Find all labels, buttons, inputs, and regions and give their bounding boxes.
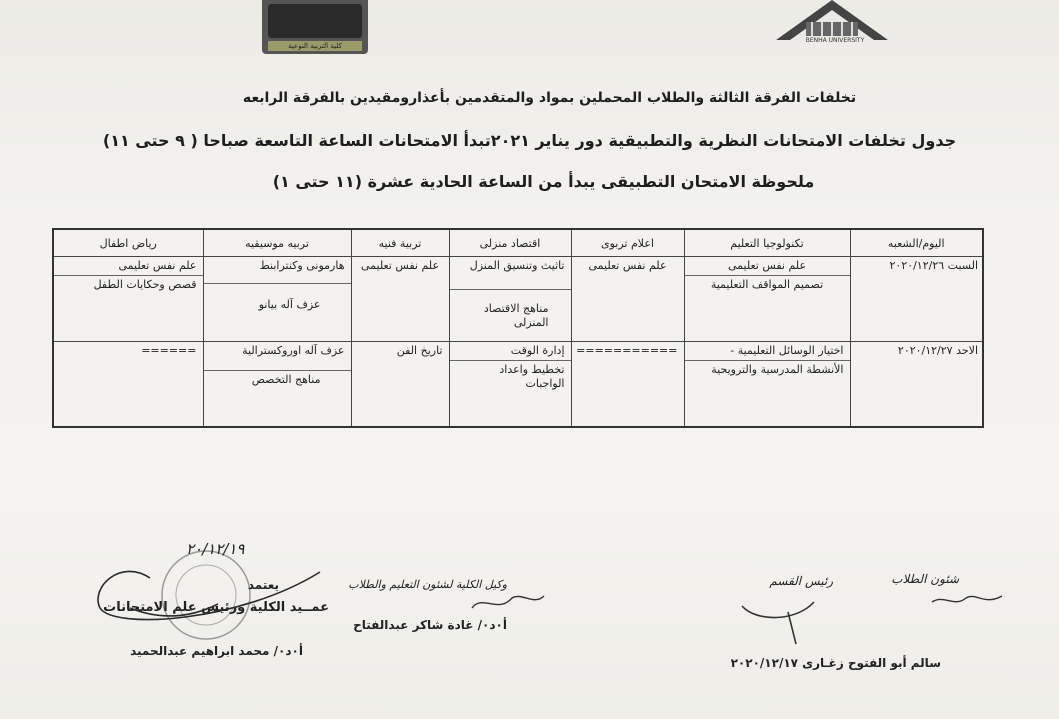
exam-subject: علم نفس تعليمى [360,259,440,272]
day-cell: الاحد ٢٠٢٠/١٢/٢٧ [897,344,978,357]
exam-subject: ====== [141,344,197,357]
exam-subject: علم نفس تعليمى [588,259,667,272]
department-head-name-date: سالم أبو الفتوح زغـارى ٢٠٢٠/١٢/١٧ [730,656,941,670]
header-line-3: ملحوظة الامتحان التطبيقى يبدأ من الساعة الحادية عشرة (١١ حتى ١) [272,172,815,191]
exam-subject: قصص وحكايات الطفل [93,278,197,291]
department-head-title: رئيس القسم [769,574,833,588]
column-header-home-economics: اقتصاد منزلى [449,229,571,257]
exam-subject: تاريخ الفن [396,344,443,357]
column-header-educational-technology: تكنولوجيا التعليم [684,229,850,257]
vice-dean-name: أ٠د٠/ غادة شاكر عبدالفتاح [353,618,507,632]
vice-dean-signature [468,590,548,618]
exam-subject: مناهج التخصص [251,373,321,386]
university-logo [776,0,888,46]
exam-subject: علم نفس تعليمى [54,257,203,276]
exam-subject: علم نفس تعليمى [685,257,850,276]
column-header-day: اليوم/الشعبه [850,229,983,257]
dean-name: أ٠د٠/ محمد ابراهيم عبدالحميد [130,644,303,658]
header-line-2: جدول تخلفات الامتحانات النظرية والتطبيقية دور يناير ٢٠٢١تبدأ الامتحانات الساعة التاسعة صباحا ( ٩ حتى ١١) [102,131,957,150]
faculty-logo [262,0,368,54]
table-row [53,342,983,428]
column-header-art-education: تربية فنيه [351,229,449,257]
exam-subject: إدارة الوقت [450,342,571,361]
university-logo-tag: BENHA UNIVERSITY [805,37,865,44]
exam-subject: مناهج الاقتصاد المنزلى [483,302,549,329]
exam-subject: =========== [576,344,678,357]
exam-subject: تخطيط واعداد الواجبات [499,363,565,390]
faculty-logo-tag: كلية التربية النوعية [268,41,362,51]
dean-handwritten-date: ٢٠/١٢/١٩ [186,540,245,558]
exam-subject: الأنشطة المدرسية والترويحية [711,363,844,376]
exam-subject: تصميم المواقف التعليمية [710,278,824,291]
column-header-music-education: تربيه موسيقيه [203,229,351,257]
student-affairs-title: شئون الطلاب [891,572,959,586]
student-affairs-signature [928,588,1008,614]
dean-title: عمــيد الكلية ورئيس علم الامتحانات [103,600,329,615]
day-cell: السبت ٢٠٢٠/١٢/٢٦ [889,259,978,272]
exam-schedule-table [52,228,984,428]
dean-approval-label: يعتمد [247,578,279,592]
table-header-row [53,229,983,257]
exam-subject: عزف آله اوروكسترالية [204,342,351,371]
department-head-signature [736,592,826,648]
exam-subject: تاثيث وتنسيق المنزل [450,257,571,290]
table-row [53,257,983,342]
dean-signature [90,548,330,638]
exam-subject: عزف آله بيانو [258,298,321,311]
vice-dean-title: وكيل الكلية لشئون التعليم والطلاب [348,578,507,591]
header-line-1: تخلفات الفرقة الثالثة والطلاب المحملين بمواد والمتقدمين بأعذارومقيدين بالفرقة الرابعه [242,90,857,106]
column-header-educational-media: اعلام تربوى [571,229,684,257]
exam-subject: هارمونى وكنترابنط [204,257,351,284]
column-header-kindergarten: رياض اطفال [53,229,203,257]
exam-subject: اختيار الوسائل التعليمية - [685,342,850,361]
